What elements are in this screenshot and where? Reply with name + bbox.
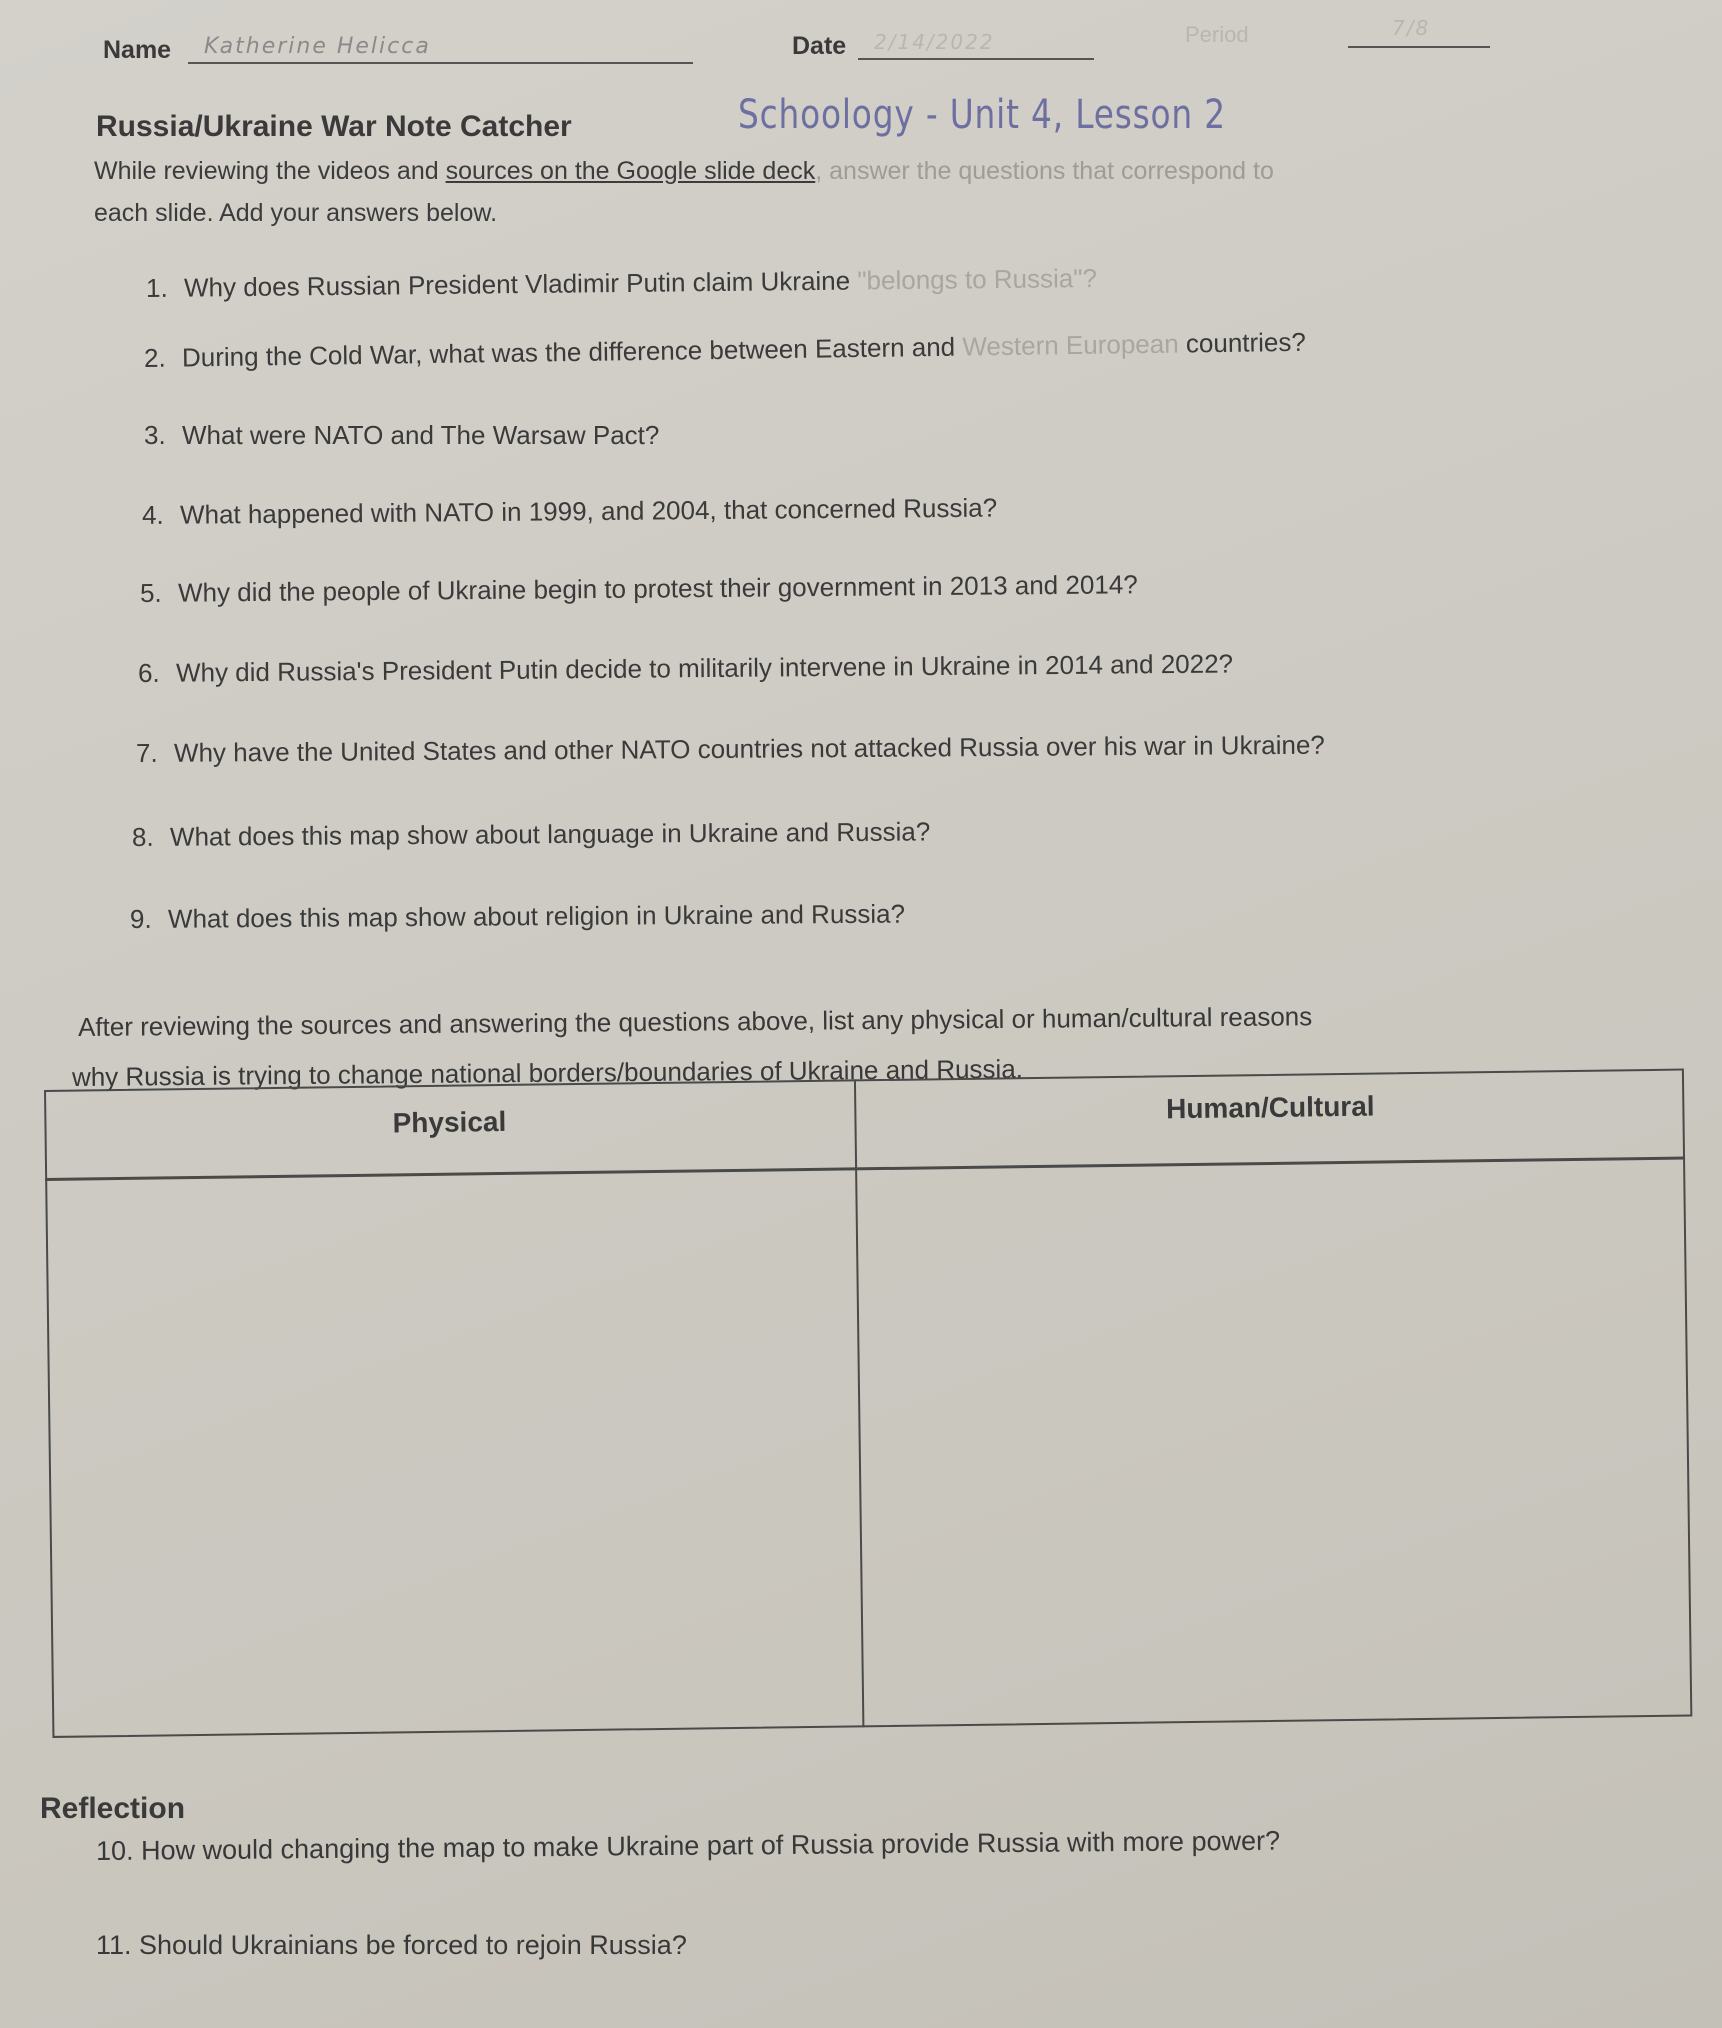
intro-text — [94, 150, 1594, 234]
reflection-title: Reflection — [40, 1792, 186, 1825]
reasons-prompt-line1: After reviewing the sources and answering the questions above, list any physical or human/cultural reasons — [77, 1001, 1313, 1042]
question-4: 4. What happened with NATO in 1999, and 2004, that concerned Russia? — [141, 492, 998, 530]
period-label: Period — [1185, 22, 1249, 47]
question-2: 2. During the Cold War, what was the difference between Eastern and Western European countries? — [143, 326, 1307, 373]
question-1: 1. Why does Russian President Vladimir Putin claim Ukraine "belongs to Russia"? — [145, 263, 1098, 303]
reflection-question-10: 10. How would changing the map to make Ukraine part of Russia provide Russia with more power? — [95, 1825, 1281, 1866]
human-cultural-reasons-cell[interactable] — [857, 1161, 1692, 1728]
intro-part1: While reviewing the videos and — [94, 157, 446, 185]
question-6: 6. Why did Russia's President Putin decide to militarily intervene in Ukraine in 2014 and 2022? — [137, 648, 1234, 688]
handwritten-note: Schoology - Unit 4, Lesson 2 — [738, 92, 1226, 138]
name-field[interactable] — [188, 32, 693, 64]
date-field[interactable] — [858, 28, 1094, 60]
reflection-question-11: 11. Should Ukrainians be forced to rejoin Russia? — [96, 1930, 687, 1960]
slide-deck-link[interactable]: sources on the Google slide deck — [445, 157, 816, 185]
question-5: 5. Why did the people of Ukraine begin to protest their government in 2013 and 2014? — [139, 569, 1138, 608]
intro-part2: , answer the questions that correspond to — [815, 157, 1274, 185]
question-7: 7. Why have the United States and other NATO countries not attacked Russia over his war in Ukraine? — [135, 729, 1325, 768]
question-3: 3. What were NATO and The Warsaw Pact? — [144, 420, 660, 450]
physical-reasons-cell[interactable] — [45, 1171, 862, 1738]
intro-line2: each slide. Add your answers below. — [94, 199, 498, 227]
date-value: 2/14/2022 — [874, 30, 995, 54]
question-9: 9. What does this map show about religion in Ukraine and Russia? — [129, 898, 906, 934]
period-field[interactable] — [1348, 16, 1490, 48]
name-value: Katherine Helicca — [204, 34, 431, 59]
reasons-prompt-line2: why Russia is trying to change national borders/boundaries of Ukraine and Russia. — [71, 1053, 1024, 1092]
question-8: 8. What does this map show about language in Ukraine and Russia? — [131, 816, 931, 852]
period-value: 7/8 — [1392, 16, 1431, 40]
worksheet-title: Russia/Ukraine War Note Catcher — [96, 110, 572, 143]
date-label: Date — [792, 32, 847, 60]
name-label: Name — [103, 36, 172, 64]
column-header-physical: Physical — [392, 1105, 507, 1139]
column-header-human-cultural: Human/Cultural — [1165, 1090, 1375, 1125]
reasons-table — [44, 1069, 1692, 1738]
